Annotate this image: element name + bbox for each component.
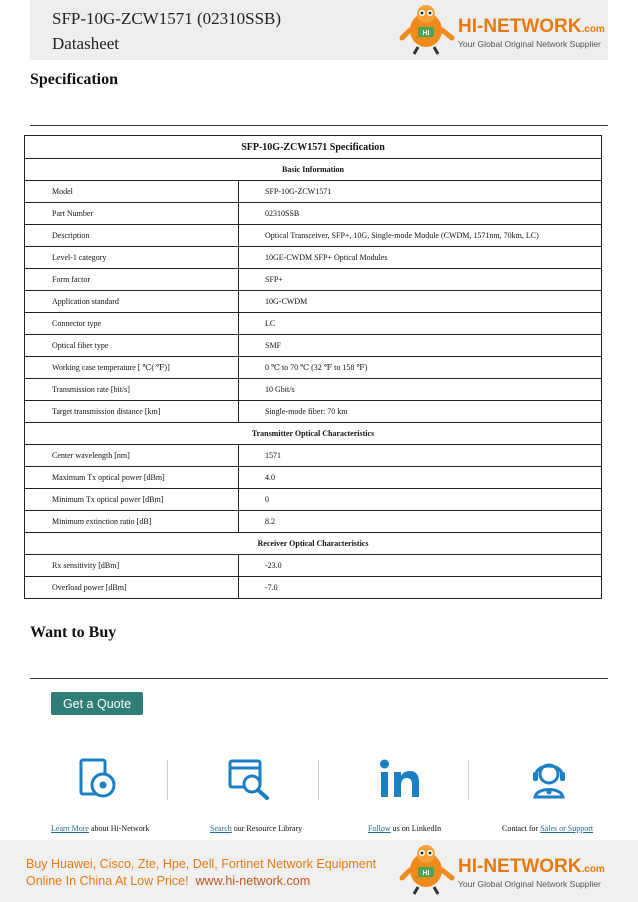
learn-more-link[interactable]: Learn More xyxy=(51,824,89,833)
table-row xyxy=(25,269,602,291)
spec-value: LC xyxy=(239,313,602,335)
spec-value: SMF xyxy=(239,335,602,357)
spec-key: Part Number xyxy=(25,203,239,225)
spec-key: Application standard xyxy=(25,291,239,313)
section-heading-row xyxy=(25,533,602,555)
spec-value: 10 Gbit/s xyxy=(239,379,602,401)
brand-name: HI-NETWORK.com xyxy=(458,856,605,877)
table-title-row xyxy=(25,136,602,159)
table-row xyxy=(25,555,602,577)
spec-key: Form factor xyxy=(25,269,239,291)
spec-key: Optical fiber type xyxy=(25,335,239,357)
table-title: SFP-10G-ZCW1571 Specification xyxy=(25,136,602,159)
table-row xyxy=(25,379,602,401)
follow-link[interactable]: Follow xyxy=(368,824,391,833)
table-row xyxy=(25,203,602,225)
spec-value: 0 xyxy=(239,489,602,511)
spec-value: 8.2 xyxy=(239,511,602,533)
divider xyxy=(468,760,469,800)
page-header xyxy=(30,0,608,60)
spec-key: Minimum Tx optical power [dBm] xyxy=(25,489,239,511)
spec-value: 10GE-CWDM SFP+ Optical Modules xyxy=(239,247,602,269)
spec-key: Transmission rate [bit/s] xyxy=(25,379,239,401)
spec-key: Level-1 category xyxy=(25,247,239,269)
document-title-line1: SFP-10G-ZCW1571 (02310SSB) xyxy=(52,9,282,28)
spec-value: SFP-10G-ZCW1571 xyxy=(239,181,602,203)
document-title-line2: Datasheet xyxy=(52,34,120,53)
section-heading-row xyxy=(25,159,602,181)
spec-key: Model xyxy=(25,181,239,203)
sales-support-link[interactable]: Sales or Support xyxy=(540,824,594,833)
specification-table xyxy=(24,135,602,599)
spec-value: 10G-CWDM xyxy=(239,291,602,313)
want-to-buy-heading: Want to Buy xyxy=(30,624,117,641)
spec-key: Working case temperature [ ℃( ℉)] xyxy=(25,357,239,379)
spec-value: -7.0 xyxy=(239,577,602,599)
table-row xyxy=(25,225,602,247)
svg-text:HI: HI xyxy=(422,870,430,877)
divider xyxy=(30,125,608,126)
footer-line2: Online In China At Low Price! www.hi-network.com xyxy=(26,874,311,888)
divider xyxy=(318,760,319,800)
learn-more-label: Learn More about Hi-Network xyxy=(51,824,150,833)
spec-value: 4.0 xyxy=(239,467,602,489)
spec-key: Center wavelength [nm] xyxy=(25,445,239,467)
table-row xyxy=(25,577,602,599)
document-title xyxy=(52,6,281,56)
spec-key: Overload power [dBm] xyxy=(25,577,239,599)
spec-value: 0 ℃ to 70 ℃ (32 ℉ to 158 ℉) xyxy=(239,357,602,379)
mascot-icon xyxy=(398,4,458,56)
spec-key: Maximum Tx optical power [dBm] xyxy=(25,467,239,489)
specification-heading: Specification xyxy=(30,71,118,88)
table-row xyxy=(25,357,602,379)
table-row xyxy=(25,335,602,357)
linkedin-icon[interactable] xyxy=(378,757,422,801)
section-heading: Basic Information xyxy=(25,159,602,181)
table-row xyxy=(25,401,602,423)
divider xyxy=(167,760,168,800)
table-row xyxy=(25,445,602,467)
contact-label: Contact for Sales or Support xyxy=(502,824,594,833)
svg-text:HI: HI xyxy=(422,30,430,37)
table-row xyxy=(25,247,602,269)
brand-name: HI-NETWORK.com xyxy=(458,16,605,37)
hi-network-logo xyxy=(398,844,608,896)
brand-tagline: Your Global Original Network Supplier xyxy=(458,879,601,889)
document-disc-icon[interactable] xyxy=(77,757,121,801)
website-link[interactable]: www.hi-network.com xyxy=(195,874,311,888)
mascot-icon xyxy=(398,844,458,896)
spec-key: Description xyxy=(25,225,239,247)
spec-value: Single-mode fiber: 70 km xyxy=(239,401,602,423)
spec-key: Connector type xyxy=(25,313,239,335)
section-heading-row xyxy=(25,423,602,445)
table-row xyxy=(25,291,602,313)
table-row xyxy=(25,489,602,511)
table-row xyxy=(25,181,602,203)
spec-value: SFP+ xyxy=(239,269,602,291)
footer-line1: Buy Huawei, Cisco, Zte, Hpe, Dell, Fortinet Network Equipment xyxy=(26,857,377,871)
table-row xyxy=(25,511,602,533)
table-row xyxy=(25,467,602,489)
spec-key: Target transmission distance [km] xyxy=(25,401,239,423)
get-a-quote-button[interactable]: Get a Quote xyxy=(51,692,143,715)
section-heading: Transmitter Optical Characteristics xyxy=(25,423,602,445)
search-library-icon[interactable] xyxy=(227,757,271,801)
section-heading: Receiver Optical Characteristics xyxy=(25,533,602,555)
divider xyxy=(30,678,608,679)
support-headset-icon[interactable] xyxy=(527,757,571,801)
footer-banner xyxy=(0,840,638,902)
spec-value: 02310SSB xyxy=(239,203,602,225)
brand-tagline: Your Global Original Network Supplier xyxy=(458,39,601,49)
table-row xyxy=(25,313,602,335)
spec-value: 1571 xyxy=(239,445,602,467)
spec-key: Minimum extinction ratio [dB] xyxy=(25,511,239,533)
search-link[interactable]: Search xyxy=(210,824,232,833)
hi-network-logo xyxy=(398,4,608,56)
spec-key: Rx sensitivity [dBm] xyxy=(25,555,239,577)
follow-label: Follow us on LinkedIn xyxy=(368,824,442,833)
spec-value: Optical Transceiver, SFP+, 10G, Single-mode Module (CWDM, 1571nm, 70km, LC) xyxy=(239,225,602,247)
search-label: Search our Resource Library xyxy=(210,824,303,833)
spec-value: -23.0 xyxy=(239,555,602,577)
